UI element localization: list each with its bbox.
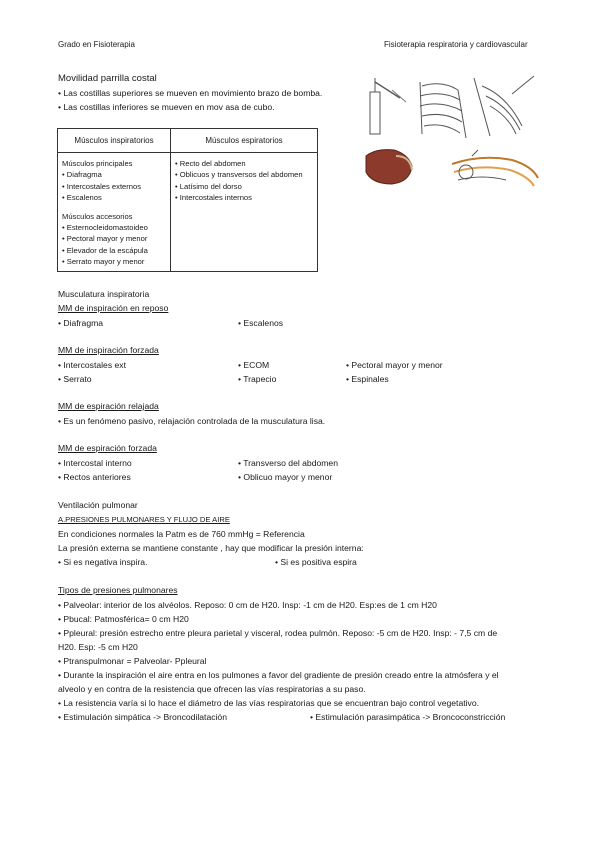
esp-forzada-item: • Rectos anteriores [58,472,131,482]
header-right: Fisioterapia respiratoria y cardiovascular [384,40,528,49]
costal-line-1: • Las costillas superiores se mueven en movimiento brazo de bomba. [58,88,323,98]
reposo-item: • Diafragma [58,318,104,328]
reposo-item: • Escalenos [238,318,284,328]
tipos-line: • Durante la inspiración el aire entra en los pulmones a favor del gradiente de presión creado entre la atmósfera y el [58,670,499,680]
ribs-side-illustration [420,82,466,138]
ventilacion-line-1: En condiciones normales la Patm es de 760 mmHg = Referencia [58,529,305,539]
tipos-title: Tipos de presiones pulmonares [58,585,178,595]
forzada-title: MM de inspiración forzada [58,345,159,355]
tipos-line: alveolo y en contra de la resistencia que ofrecen las vías respiratorias a su paso. [58,684,366,694]
tipos-line: • Ppleural: presión estrecho entre pleura parietal y visceral, rodea pulmón. Reposo: -5 cm de H20. Insp: - 7,5 cm de [58,628,498,638]
ventilacion-title: Ventilación pulmonar [58,500,138,510]
reposo-title: MM de inspiración en reposo [58,303,169,313]
lung-illustration [366,150,412,184]
list-item: • Serrato mayor y menor [62,257,145,267]
forzada-item: • Espinales [346,374,389,384]
list-item: • Pectoral mayor y menor [62,234,148,244]
ribs-bucket-illustration [474,76,534,136]
musculatura-title: Musculatura inspiratoria [58,289,150,299]
list-item: • Elevador de la escápula [62,245,148,255]
forzada-item: • Serrato [58,374,92,384]
esp-relajada-text: • Es un fenómeno pasivo, relajación controlada de la musculatura lisa. [58,416,326,426]
list-item: • Recto del abdomen [175,159,246,168]
list-item: • Intercostales internos [175,193,252,203]
ventilacion-neg: • Si es negativa inspira. [58,557,148,567]
ventilacion-subtitle: A.PRESIONES PULMONARES Y FLUJO DE AIRE [58,515,230,524]
header-left: Grado en Fisioterapia [58,40,135,49]
esp-forzada-item: • Intercostal interno [58,458,132,468]
tipos-line: • Ptranspulmonar = Palveolar- Ppleural [58,656,207,666]
pump-handle-illustration [370,78,406,134]
rib-muscles-illustration [452,150,538,186]
col-expiratory-header: Músculos espiratorios [171,129,318,153]
esp-relajada-title: MM de espiración relajada [58,401,159,411]
list-item: • Esternocleidomastoideo [62,223,148,233]
col-inspiratory-header: Músculos inspiratorios [58,129,171,153]
list-item: • Diafragma [62,170,102,180]
esp-forzada-item: • Transverso del abdomen [238,458,338,468]
tipos-line: • La resistencia varía si lo hace el diámetro de las vías respiratorias que se encuentran bajo control vegetativo. [58,698,479,708]
esp-forzada-title: MM de espiración forzada [58,443,157,453]
principal-title: Músculos principales [62,159,133,168]
costal-title: Movilidad parrilla costal [58,73,157,84]
expiratory-cell [171,153,318,272]
list-item: • Latísimo del dorso [175,181,242,191]
esp-forzada-item: • Oblicuo mayor y menor [238,472,333,482]
parasimpatica-line: • Estimulación parasimpática -> Broncoconstricción [310,712,506,722]
costal-line-2: • Las costillas inferiores se mueven en mov asa de cubo. [58,102,275,112]
tipos-line: • Palveolar: interior de los alvéolos. Reposo: 0 cm de H20. Insp: -1 cm de H20. Esp:es de 1 cm H20 [58,600,437,610]
forzada-item: • Trapecio [238,374,277,384]
inspiratory-cell [58,153,171,272]
list-item: • Escalenos [62,193,102,203]
forzada-item: • Pectoral mayor y menor [346,360,443,370]
forzada-item: • Intercostales ext [58,360,126,370]
list-item: • Oblicuos y transversos del abdomen [175,170,303,180]
tipos-line: H20. Esp: -5 cm H20 [58,642,138,652]
tipos-line: • Pbucal: Patmosférica= 0 cm H20 [58,614,189,624]
simpatica-line: • Estimulación simpática -> Broncodilatación [58,712,227,722]
ventilacion-line-2: La presión externa se mantiene constante , hay que modificar la presión interna: [58,543,364,553]
forzada-item: • ECOM [238,360,270,370]
list-item: • Intercostales externos [62,181,142,191]
muscles-table [57,128,318,272]
accesorios-title: Músculos accesorios [62,211,133,221]
ventilacion-pos: • Si es positiva espira [275,557,357,567]
ribcage-illustrations [362,72,552,202]
